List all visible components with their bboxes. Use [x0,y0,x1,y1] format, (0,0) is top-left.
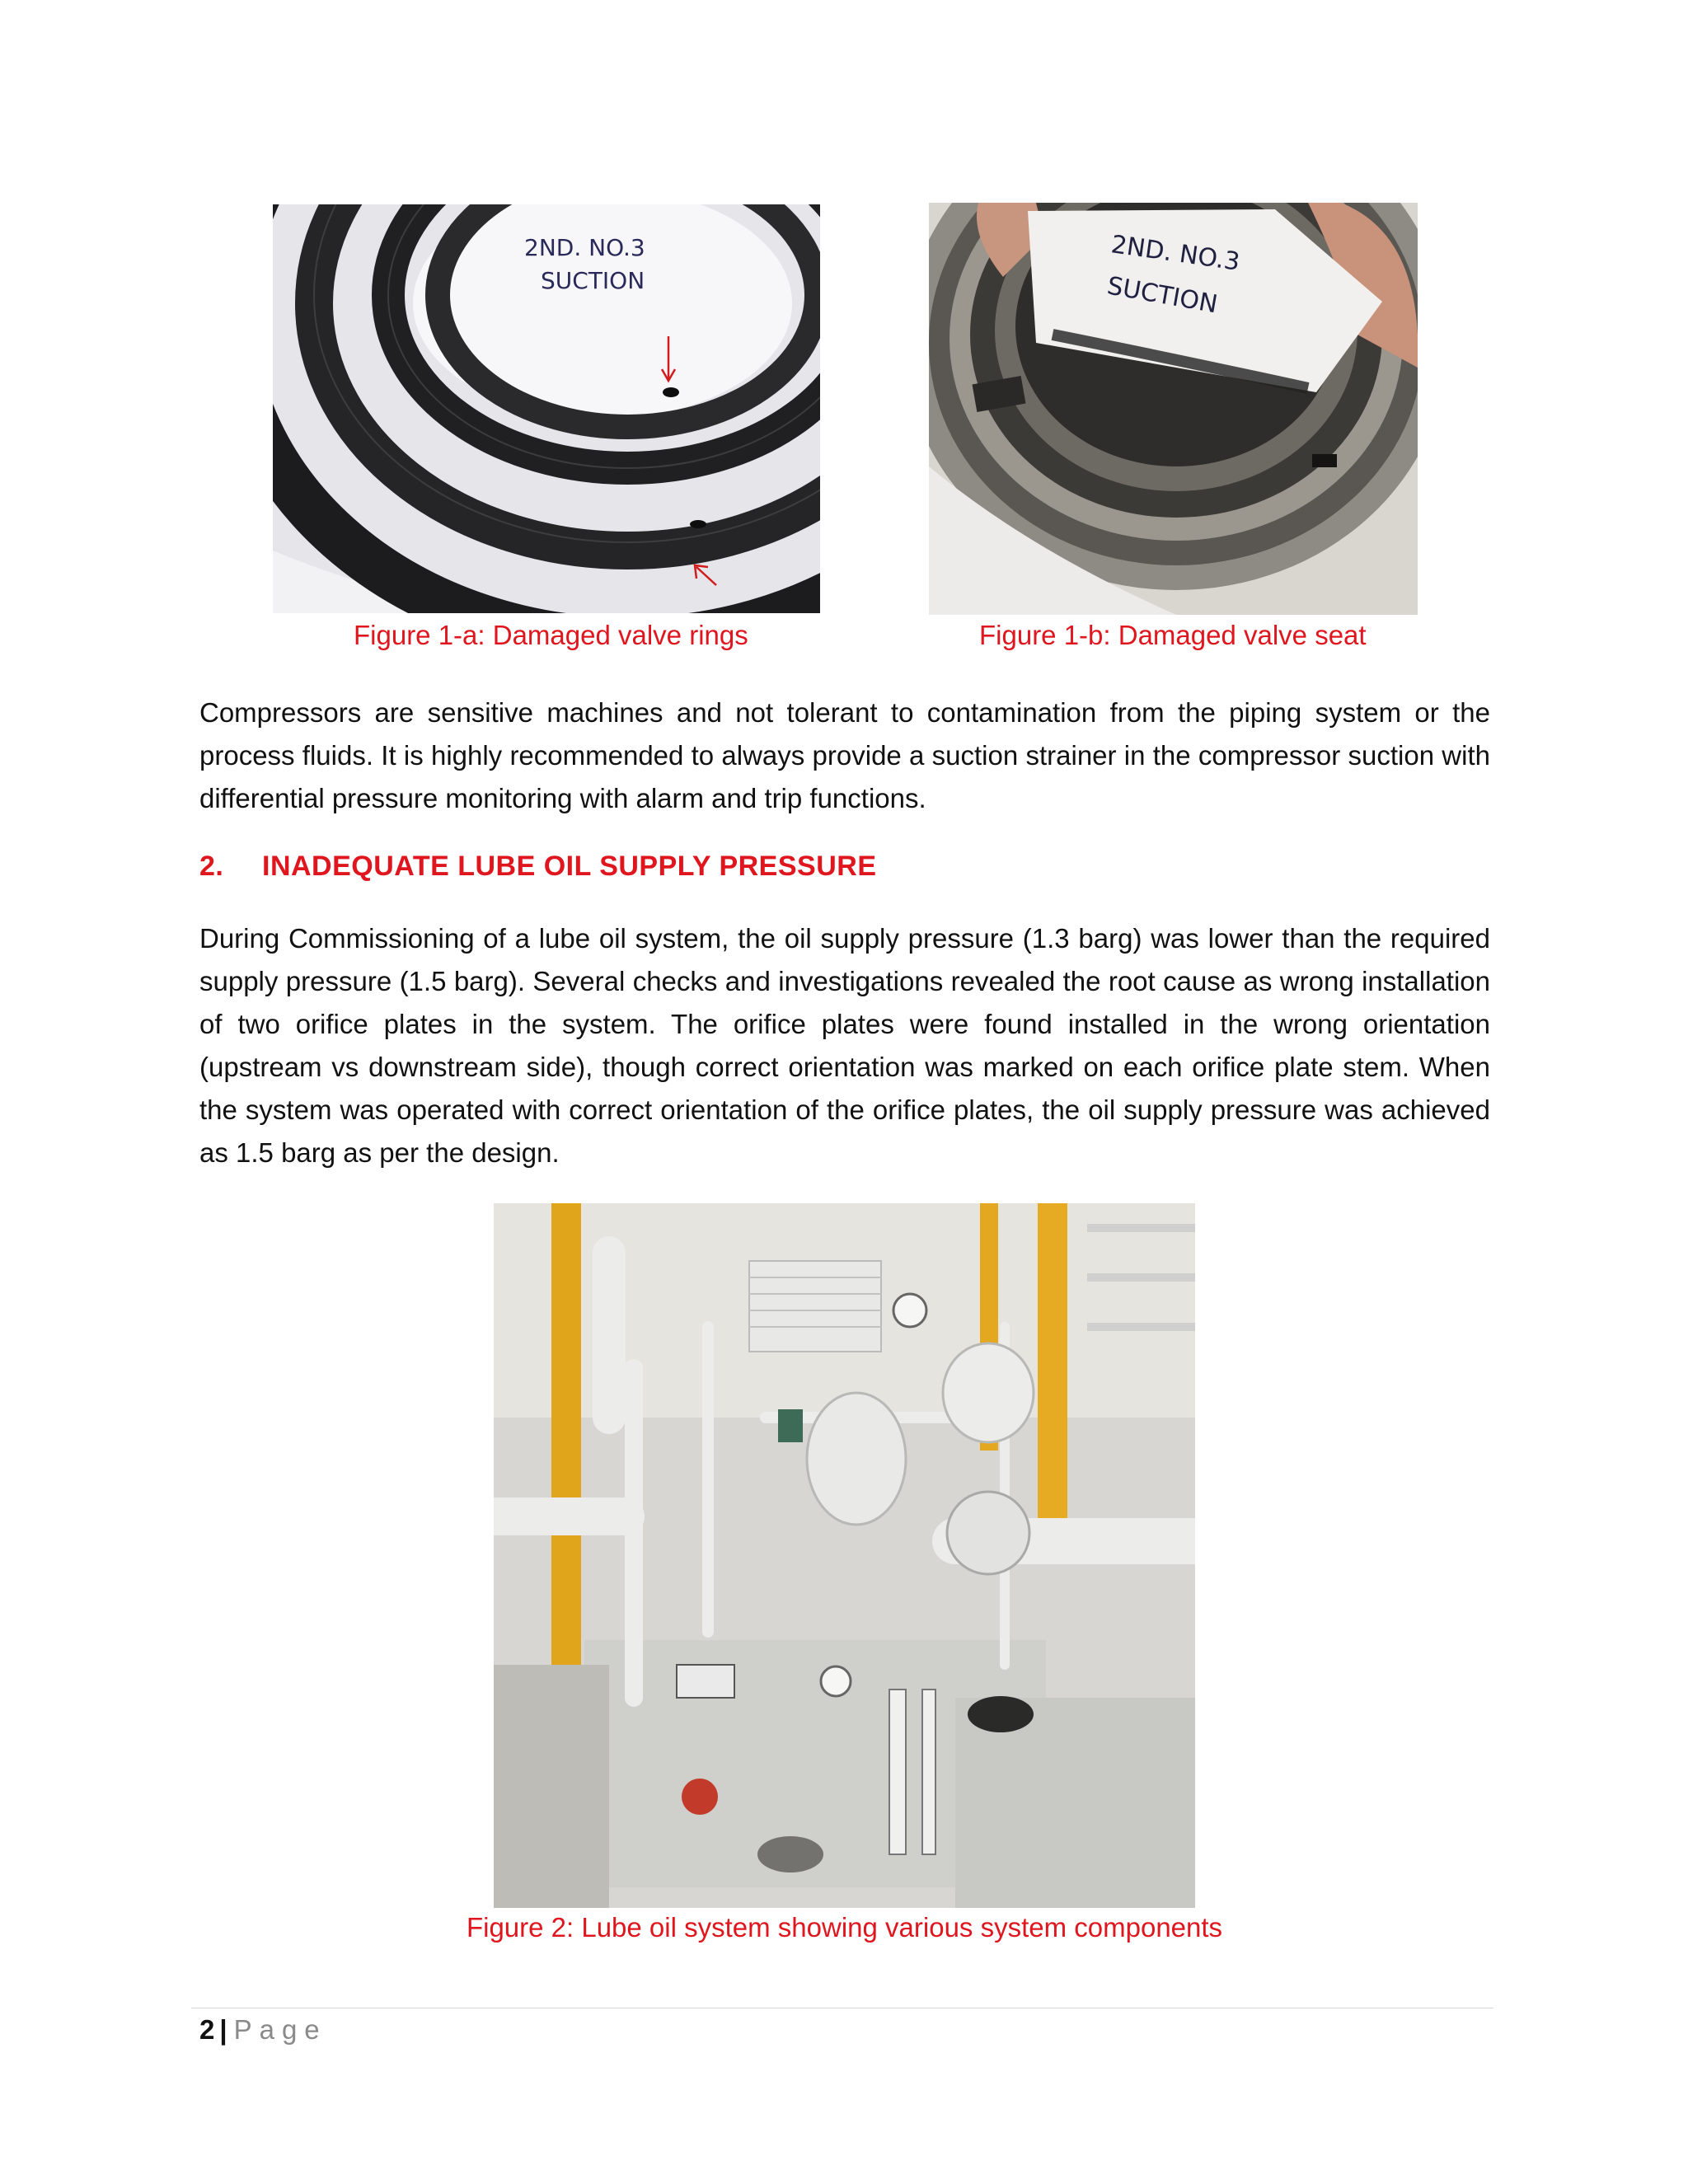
section-title: INADEQUATE LUBE OIL SUPPLY PRESSURE [262,851,877,882]
fig1b-label-line1: 2ND. NO.3 [1109,230,1242,277]
page-label: Page [233,2014,327,2045]
footer-separator: | [219,2014,227,2045]
page-number: 2 [199,2014,215,2045]
figure-1a-photo [273,204,820,613]
section-heading [199,851,877,883]
paragraph-lube-oil-pressure: During Commissioning of a lube oil system, the oil supply pressure (1.3 barg) was lower than the required supply pressure (1.5 barg). Several checks and investigations revealed the root cause as wrong installation of two orifice plates in the system. The orifice plates were found installed in the wrong orientation (upstream vs downstream side), though correct orientation was marked on each orifice plate stem. When the system was operated with correct orientation of the orifice plates, the oil supply pressure was achieved as 1.5 barg as per the design. [199,923,1490,1168]
figure-1b-caption: Figure 1-b: Damaged valve seat [979,620,1367,650]
figure-1b-photo [929,203,1418,615]
paragraph-compressor-contamination: Compressors are sensitive machines and not tolerant to contamination from the piping system or the process fluids. It is highly recommended to always provide a suction strainer in the compressor suction with differential pressure monitoring with alarm and trip functions. [199,697,1490,813]
figure-1a-caption: Figure 1-a: Damaged valve rings [354,620,748,650]
fig1a-label-line1: 2ND. NO.3 [524,234,645,261]
page-footer [199,2014,327,2046]
section-number: 2. [199,851,224,882]
fig1a-label-line2: SUCTION [541,267,645,294]
figure-2-photo [494,1203,1195,1908]
fig1b-label-line2: SUCTION [1104,271,1220,320]
figure-2-caption: Figure 2: Lube oil system showing various system components [466,1912,1223,1943]
